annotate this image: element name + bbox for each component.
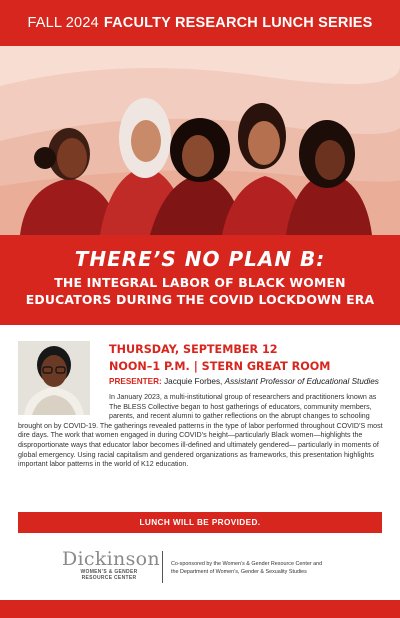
talk-description: In January 2023, a multi-institutional group of researchers and practitioners known as The BLESS Collective began to host gatherings of educators, community members, parents, and recent alumni to gather reflections on the abrupt changes to schooling brought on by COVID-19. The gatherings revealed patterns in the type of labor performed throughout COVID’S most dire days. The work that women engaged in during COVID’s height—particularly Black women—highlights the disproportionate ways that educator labor becomes ill-defined and ultimately gendered— particularly in moments of global emergency. Using racial capitalism and gendered organizations as frameworks, this presentation highlights important labor patterns in the world of K12 education. — [18, 393, 383, 469]
logo-subtitle-line-2: RESOURCE CENTER — [81, 575, 137, 581]
presenter-label: PRESENTER: — [109, 377, 162, 386]
presenter-line — [109, 377, 379, 386]
wgrc-logo — [62, 548, 160, 581]
presenter-name: Jacquie Forbes, — [164, 377, 223, 386]
lunch-note: LUNCH WILL BE PROVIDED. — [139, 518, 261, 527]
cosponsor-line-1: Co-sponsored by the Women’s & Gender Resource Center and — [171, 561, 323, 567]
bottom-bar — [0, 600, 400, 618]
series-banner — [0, 0, 400, 46]
logo-subtitle-line-1: WOMEN’S & GENDER — [80, 569, 138, 575]
talk-subtitle-line-1: THE INTEGRAL LABOR OF BLACK WOMEN — [54, 275, 346, 290]
series-season: FALL 2024 — [27, 15, 99, 31]
logo-wordmark: Dickinson — [62, 548, 160, 570]
cosponsor-line-2: the Department of Women’s, Gender & Sexuality Studies — [171, 569, 307, 575]
event-details — [109, 341, 330, 375]
talk-subtitle-line-2: EDUCATORS DURING THE COVID LOCKDOWN ERA — [25, 292, 375, 307]
talk-title: THERE’S NO PLAN B: — [74, 247, 326, 271]
lunch-note-banner — [18, 512, 382, 533]
women-illustration — [0, 46, 400, 235]
event-time-location: NOON–1 P.M. | STERN GREAT ROOM — [109, 360, 331, 373]
presenter-role: Assistant Professor of Educational Studies — [224, 377, 379, 386]
cosponsor-text — [171, 560, 386, 576]
event-date: THURSDAY, SEPTEMBER 12 — [109, 343, 278, 356]
talk-title-band — [0, 235, 400, 325]
talk-description-block — [18, 393, 384, 470]
footer-divider — [162, 551, 163, 583]
series-name: FACULTY RESEARCH LUNCH SERIES — [103, 15, 373, 31]
talk-subtitle — [0, 274, 400, 308]
